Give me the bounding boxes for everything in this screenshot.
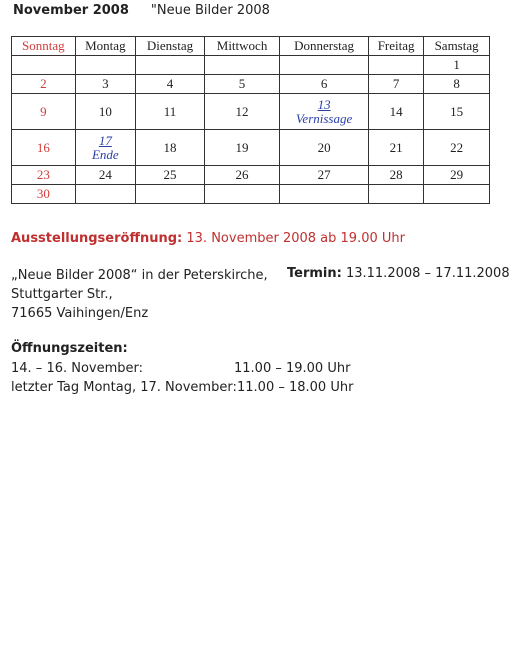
day-cell [204,185,279,204]
day-cell: 6 [280,75,369,94]
weekday-monday: Montag [75,37,135,56]
day-cell: 4 [136,75,205,94]
event-ende[interactable] [76,134,135,162]
day-cell [280,185,369,204]
weekday-thursday: Donnerstag [280,37,369,56]
opening-hours [11,359,354,397]
hours-row [11,359,351,378]
day-cell: 27 [280,166,369,185]
day-cell: 30 [12,185,76,204]
hours-title: Öffnungszeiten: [11,341,128,356]
day-cell: 21 [369,130,424,166]
day-cell [424,185,490,204]
venue-address [11,266,268,323]
day-cell [369,56,424,75]
week-row [12,75,490,94]
address-line: Stuttgarter Str., [11,287,113,302]
day-cell: 24 [75,166,135,185]
day-cell [12,56,76,75]
hours-label: 14. – 16. November: [11,361,144,376]
weekday-header-row [12,37,490,56]
weekday-friday: Freitag [369,37,424,56]
day-cell [136,185,205,204]
day-cell [75,185,135,204]
page-header [13,3,270,18]
event-day-link[interactable]: 17 [98,132,112,148]
weekday-saturday: Samstag [424,37,490,56]
address-line: 71665 Vaihingen/Enz [11,306,149,321]
address-line: „Neue Bilder 2008“ in der Peterskirche, [11,268,268,283]
weekday-tuesday: Dienstag [136,37,205,56]
day-cell: 19 [204,130,279,166]
event-label: Ende [91,146,119,162]
day-cell: 12 [204,94,279,130]
opening-info [11,231,405,246]
week-row [12,94,490,130]
day-cell [204,56,279,75]
termin-info [287,266,510,281]
day-cell: 8 [424,75,490,94]
day-cell: 18 [136,130,205,166]
day-cell: 29 [424,166,490,185]
day-cell: 28 [369,166,424,185]
day-cell [369,185,424,204]
day-cell: 1 [424,56,490,75]
day-cell: 10 [75,94,135,130]
opening-label: Ausstellungseröffnung: [11,231,183,246]
day-cell: 2 [12,75,76,94]
day-cell [136,56,205,75]
calendar-table [11,36,490,204]
day-cell: 23 [12,166,76,185]
day-cell [280,56,369,75]
day-cell: 5 [204,75,279,94]
hours-label: letzter Tag Montag, 17. November: [11,380,237,395]
day-cell: 16 [12,130,76,166]
day-cell: 3 [75,75,135,94]
day-cell: 14 [369,94,424,130]
termin-value: 13.11.2008 – 17.11.2008 [345,266,510,281]
event-cell-vernissage[interactable] [280,94,369,130]
event-vernissage[interactable] [280,98,368,126]
day-cell: 11 [136,94,205,130]
day-cell: 25 [136,166,205,185]
day-cell: 9 [12,94,76,130]
hours-time: 11.00 – 19.00 Uhr [234,361,351,376]
week-row [12,166,490,185]
exhibition-subtitle: "Neue Bilder 2008 [150,3,270,18]
week-row [12,130,490,166]
week-row [12,56,490,75]
hours-row [11,378,354,397]
month-title: November 2008 [13,3,129,18]
event-cell-ende[interactable] [75,130,135,166]
weekday-wednesday: Mittwoch [204,37,279,56]
day-cell: 22 [424,130,490,166]
opening-value: 13. November 2008 ab 19.00 Uhr [186,231,405,246]
event-label: Vernissage [295,110,353,126]
day-cell: 15 [424,94,490,130]
weekday-sunday: Sonntag [12,37,76,56]
day-cell: 20 [280,130,369,166]
day-cell [75,56,135,75]
hours-time: 11.00 – 18.00 Uhr [237,380,354,395]
termin-label: Termin: [287,266,342,281]
week-row [12,185,490,204]
day-cell: 7 [369,75,424,94]
day-cell: 26 [204,166,279,185]
event-day-link[interactable]: 13 [317,96,331,112]
